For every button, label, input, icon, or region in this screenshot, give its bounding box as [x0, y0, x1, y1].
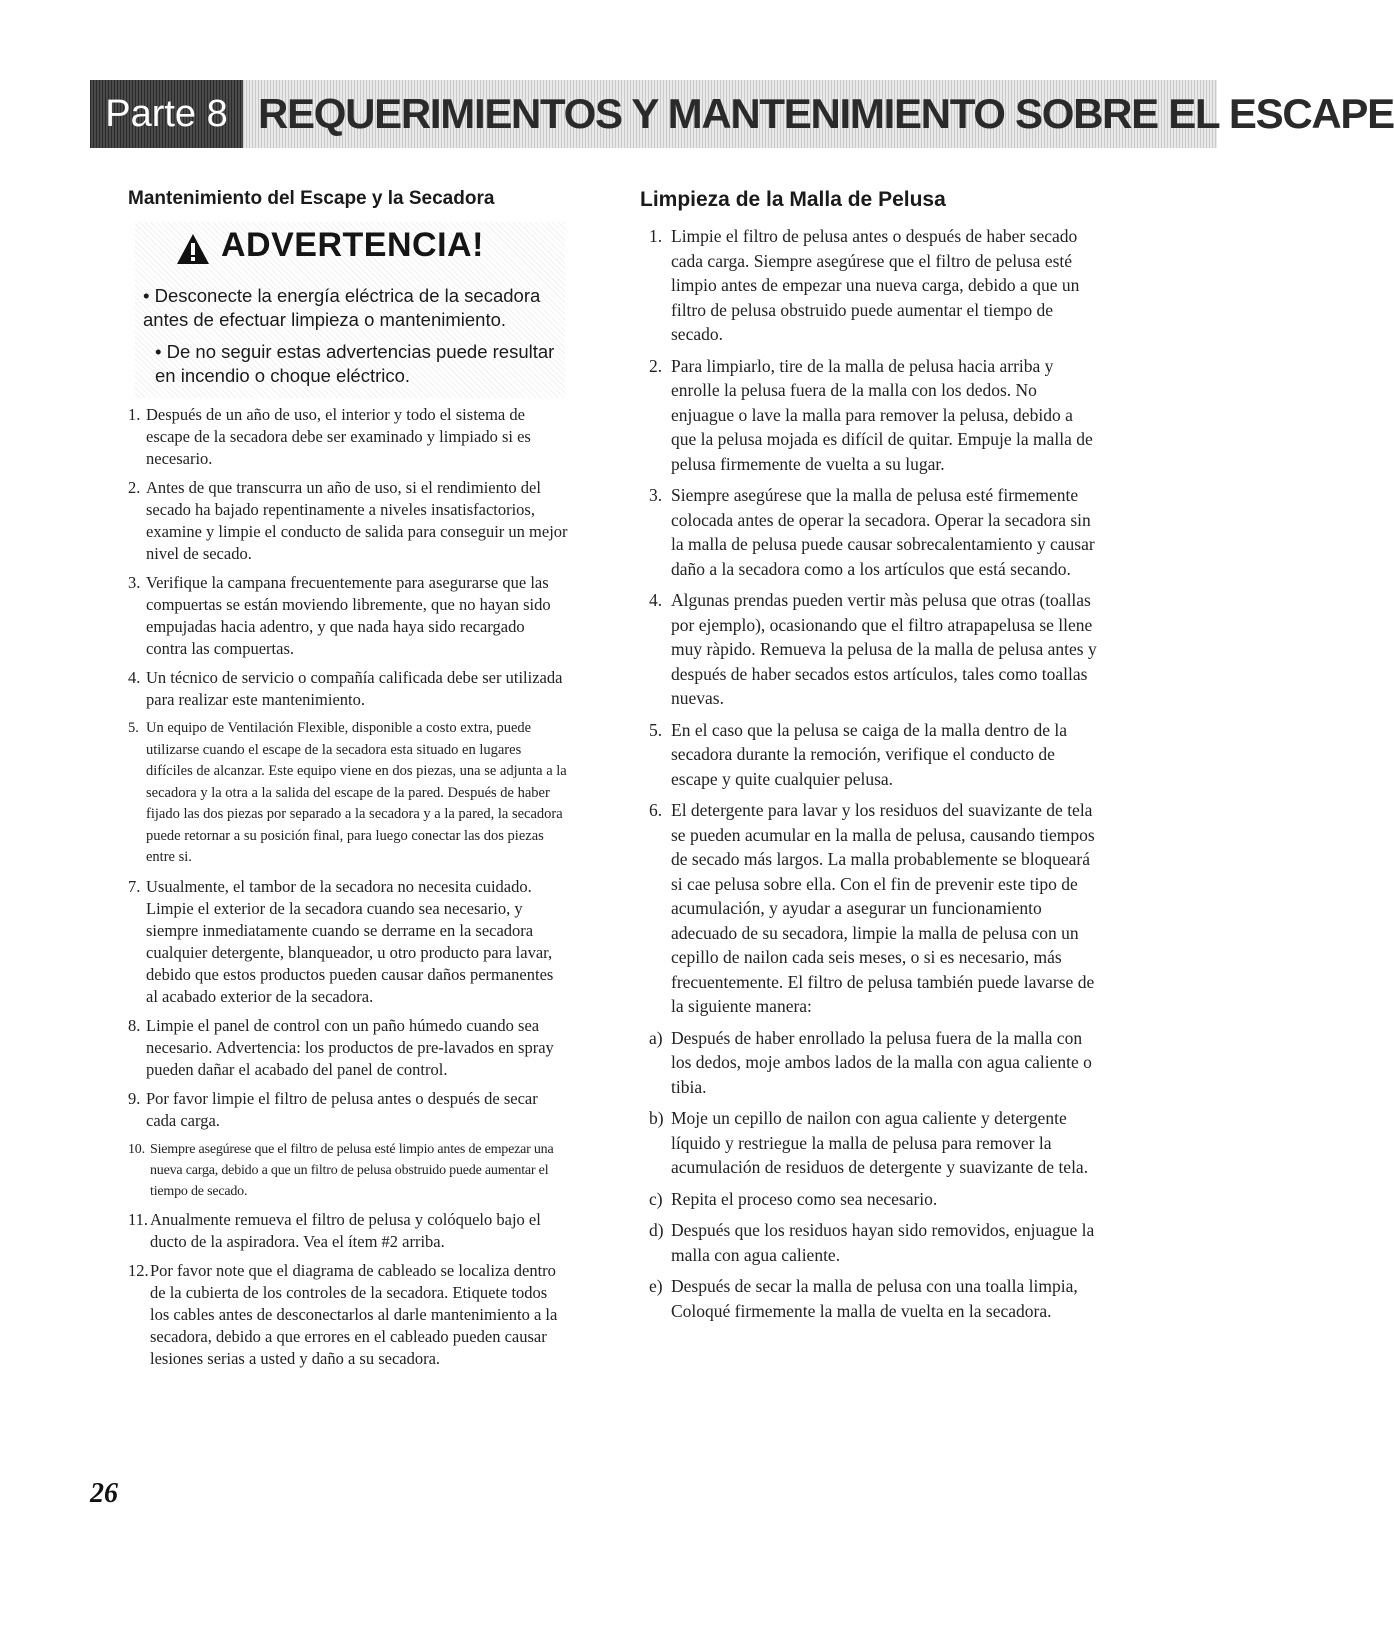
- warning-triangle-icon: [175, 232, 211, 266]
- part-label: Parte 8: [105, 92, 228, 135]
- warning-bullet-2: • De no seguir estas advertencias puede resultar en incendio o choque eléctrico.: [155, 341, 555, 386]
- part-badge: [90, 80, 243, 148]
- list-item: 2. Antes de que transcurra un año de uso, si el rendimiento del secado ha bajado repentinamente a niveles insatisfactorios, examine y limpie el conducto de salida para conseguir un mejor nivel de secado.: [128, 478, 568, 563]
- warning-title: ADVERTENCIA!: [221, 226, 484, 264]
- page-number: 26: [90, 1478, 118, 1509]
- list-item: 3. Siempre asegúrese que la malla de pelusa esté firmemente colocada antes de operar la secadora. Operar la secadora sin la malla de pelusa puede causar sobrecalentamiento y causar daño a la secadora como a los artículos que está secando.: [649, 485, 1095, 579]
- list-item: 1. Después de un año de uso, el interior y todo el sistema de escape de la secadora debe ser examinado y limpiado si es necesario.: [128, 405, 531, 468]
- right-lint-screen-list: [649, 224, 1097, 1330]
- right-section-heading: Limpieza de la Malla de Pelusa: [640, 188, 946, 211]
- list-item: c) Repita el proceso como sea necesario.: [649, 1188, 938, 1209]
- warning-bullet-1: • Desconecte la energía eléctrica de la secadora antes de efectuar limpieza o mantenimiento.: [143, 285, 541, 330]
- list-item: 12. Por favor note que el diagrama de cableado se localiza dentro de la cubierta de los controles de la secadora. Etiquete todos los cables antes de desconectarlos al darle mantenimiento a la secadora, debido a que errores en el cableado pueden causar lesiones serias a usted y daño a su secadora.: [128, 1260, 558, 1368]
- list-item: 1. Limpie el filtro de pelusa antes o después de haber secado cada carga. Siempre asegúrese que el filtro de pelusa esté limpio antes de empezar una nueva carga, debido a que un filtro de pelusa obstruido puede aumentar el tiempo de secado.: [649, 226, 1080, 344]
- list-item: 11. Anualmente remueva el filtro de pelusa y colóquelo bajo el ducto de la aspiradora. Vea el ítem #2 arriba.: [128, 1209, 541, 1251]
- list-item: 5. Un equipo de Ventilación Flexible, disponible a costo extra, puede utilizarse cuando el escape de la secadora esta situado en lugares difíciles de alcanzar. Este equipo viene en dos piezas, una se adjunta a la secadora y la otra a la salida del escape de la pared. Después de haber fijado las dos piezas por separado a la secadora y a la pared, la secadora puede retornar a su posición final, para luego conectar las dos piezas entre si.: [128, 720, 567, 865]
- list-item: d) Después que los residuos hayan sido removidos, enjuague la malla con agua caliente.: [649, 1220, 1095, 1265]
- list-item: e) Después de secar la malla de pelusa con una toalla limpia, Coloqué firmemente la malla de vuelta en la secadora.: [649, 1276, 1078, 1321]
- list-item: a) Después de haber enrollado la pelusa fuera de la malla con los dedos, moje ambos lados de la malla con agua caliente o tibia.: [649, 1027, 1092, 1097]
- left-section-heading: Mantenimiento del Escape y la Secadora: [128, 188, 495, 209]
- list-item: 4. Un técnico de servicio o compañía calificada debe ser utilizada para realizar este mantenimiento.: [128, 668, 563, 709]
- list-item: 4. Algunas prendas pueden vertir màs pelusa que otras (toallas por ejemplo), ocasionando que el filtro atrapapelusa se llene muy ràpido. Remueva la pelusa de la malla de pelusa antes y después de haber secados estos artículos, tales como toallas nuevas.: [649, 590, 1097, 708]
- list-item: 9. Por favor limpie el filtro de pelusa antes o después de secar cada carga.: [128, 1088, 538, 1130]
- section-banner: [90, 80, 1394, 148]
- left-maintenance-list: [128, 404, 568, 1377]
- list-item: 10. Siempre asegúrese que el filtro de pelusa esté limpio antes de empezar una nueva carga, debido a que un filtro de pelusa obstruido puede aumentar el tiempo de secado.: [128, 1141, 554, 1199]
- list-item: 3. Verifique la campana frecuentemente para asegurarse que las compuertas se están moviendo libremente, que no hayan sido empujadas hacia adentro, y que nada haya sido recargado contra las compuertas.: [128, 573, 551, 658]
- list-item: 8. Limpie el panel de control con un paño húmedo cuando sea necesario. Advertencia: los productos de pre-lavados en spray pueden dañar el acabado del panel de control.: [128, 1015, 554, 1079]
- page-title: REQUERIMIENTOS Y MANTENIMIENTO SOBRE EL ESCAPE: [258, 90, 1394, 137]
- list-item: 7. Usualmente, el tambor de la secadora no necesita cuidado. Limpie el exterior de la secadora cuando sea necesario, y siempre inmediatamente cuando se derrame en la secadora cualquier detergente, blanqueador, u otro producto para lavar, debido que estos productos pueden causar daños permanentes al acabado exterior de la secadora.: [128, 876, 554, 1006]
- list-item: 5. En el caso que la pelusa se caiga de la malla dentro de la secadora durante la remoción, verifique el conducto de escape y quite cualquier pelusa.: [649, 719, 1068, 789]
- list-item: b) Moje un cepillo de nailon con agua caliente y detergente líquido y restriegue la malla de pelusa para remover la acumulación de residuos de detergente y suavizante de tela.: [649, 1108, 1089, 1177]
- list-item: 6. El detergente para lavar y los residuos del suavizante de tela se pueden acumular en la malla de pelusa, causando tiempos de secado más largos. La malla probablemente se bloqueará si cae pelusa sobre ella. Con el fin de prevenir este tipo de acumulación, y ayudar a asegurar un funcionamiento adecuado de su secadora, limpie la malla de pelusa con un cepillo de nailon cada seis meses, o si es necesario, más frecuentemente. El filtro de pelusa también puede lavarse de la siguiente manera:: [649, 800, 1095, 1016]
- warning-box: [135, 222, 565, 398]
- list-item: 2. Para limpiarlo, tire de la malla de pelusa hacia arriba y enrolle la pelusa fuera de la malla con los dedos. No enjuague o lave la malla para remover la pelusa, debido a que la pelusa mojada es difícil de quitar. Empuje la malla de pelusa firmemente de vuelta a su lugar.: [649, 355, 1093, 474]
